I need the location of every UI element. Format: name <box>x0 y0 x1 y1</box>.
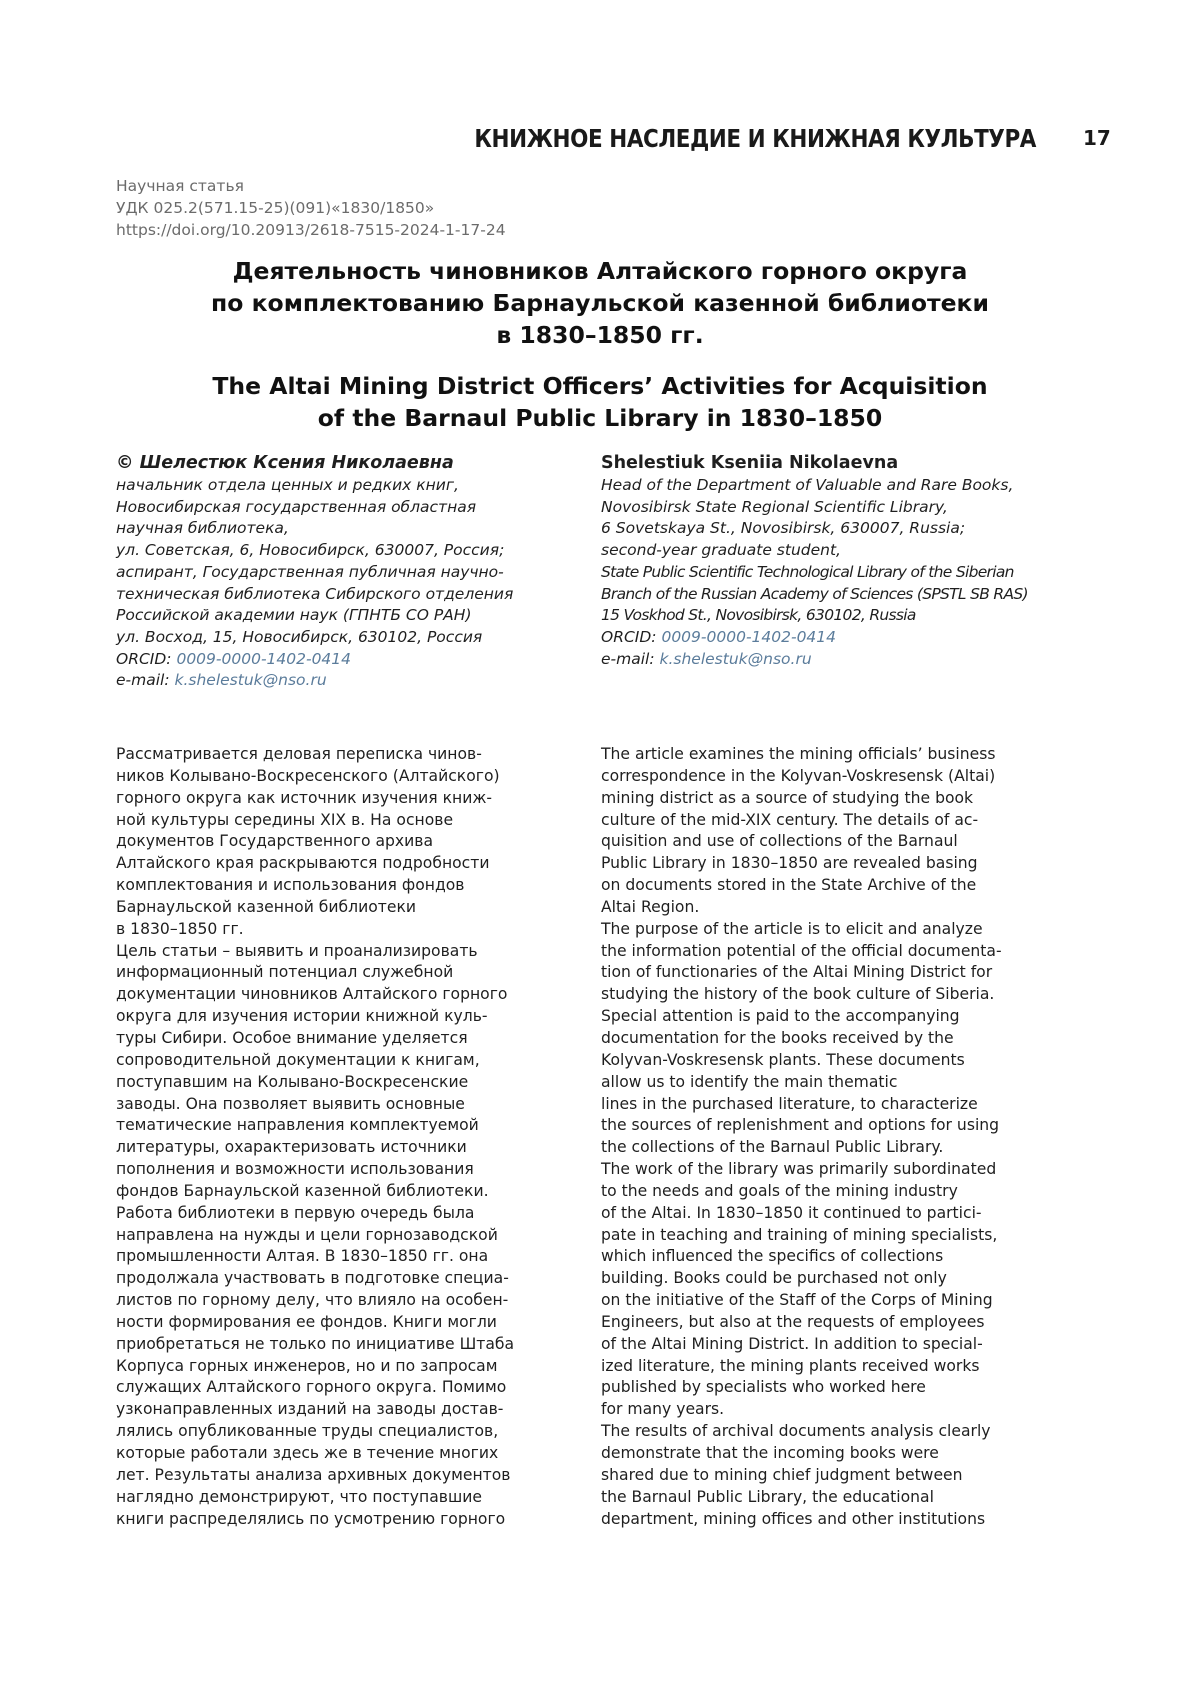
orcid-link[interactable]: 0009-0000-1402-0414 <box>176 650 351 668</box>
article-meta <box>116 175 506 241</box>
abstract-line: сопроводительной документации к книгам, <box>116 1050 556 1072</box>
abstract-line: лет. Результаты анализа архивных документов <box>116 1465 556 1487</box>
email-label: e-mail: <box>116 671 175 689</box>
abstract-line: книги распределялись по усмотрению горного <box>116 1509 556 1531</box>
abstract-line: туры Сибири. Особое внимание уделяется <box>116 1028 556 1050</box>
abstract-line: пополнения и возможности использования <box>116 1159 556 1181</box>
affiliation-line: 15 Voskhod St., Novosibirsk, 630102, Russia <box>601 605 1061 627</box>
abstract-line: в 1830–1850 гг. <box>116 919 556 941</box>
abstract-line: of the Altai Mining District. In addition to special- <box>601 1334 1046 1356</box>
affiliation-line: 6 Sovetskaya St., Novosibirsk, 630007, Russia; <box>601 518 1061 540</box>
running-head: КНИЖНОЕ НАСЛЕДИЕ И КНИЖНАЯ КУЛЬТУРА <box>145 124 1036 153</box>
abstract-line: документов Государственного архива <box>116 831 556 853</box>
affiliation-line: начальник отдела ценных и редких книг, <box>116 475 576 497</box>
udc-code: УДК 025.2(571.15-25)(091)«1830/1850» <box>116 197 506 219</box>
abstract-line: the information potential of the official documenta- <box>601 941 1046 963</box>
abstract-english <box>601 744 1046 1530</box>
abstract-line: on the initiative of the Staff of the Corps of Mining <box>601 1290 1046 1312</box>
abstract-line: correspondence in the Kolyvan-Voskresensk (Altai) <box>601 766 1046 788</box>
abstract-line: заводы. Она позволяет выявить основные <box>116 1094 556 1116</box>
abstract-line: которые работали здесь же в течение многих <box>116 1443 556 1465</box>
abstract-line: pate in teaching and training of mining specialists, <box>601 1225 1046 1247</box>
email-line <box>116 670 576 692</box>
abstract-line: culture of the mid-XIX century. The details of ac- <box>601 810 1046 832</box>
abstract-line: Kolyvan-Voskresensk plants. These documents <box>601 1050 1046 1072</box>
affiliation-line: Российской академии наук (ГПНТБ СО РАН) <box>116 605 576 627</box>
affiliation-line: научная библиотека, <box>116 518 576 540</box>
abstract-line: demonstrate that the incoming books were <box>601 1443 1046 1465</box>
email-link[interactable]: k.shelestuk@nso.ru <box>175 671 327 689</box>
abstract-line: the sources of replenishment and options for using <box>601 1115 1046 1137</box>
orcid-link[interactable]: 0009-0000-1402-0414 <box>661 628 836 646</box>
abstract-line: Алтайского края раскрываются подробности <box>116 853 556 875</box>
abstract-line: studying the history of the book culture of Siberia. <box>601 984 1046 1006</box>
abstract-line: published by specialists who worked here <box>601 1377 1046 1399</box>
email-label: e-mail: <box>601 650 660 668</box>
abstract-line: allow us to identify the main thematic <box>601 1072 1046 1094</box>
abstract-line: tion of functionaries of the Altai Mining District for <box>601 962 1046 984</box>
affiliation-line: Branch of the Russian Academy of Sciences (SPSTL SB RAS) <box>601 584 1061 606</box>
page-number: 17 <box>1083 126 1123 150</box>
abstract-line: to the needs and goals of the mining industry <box>601 1181 1046 1203</box>
abstract-line: The work of the library was primarily subordinated <box>601 1159 1046 1181</box>
abstract-line: which influenced the specifics of collections <box>601 1246 1046 1268</box>
title-line: в 1830–1850 гг. <box>0 319 1200 351</box>
abstract-line: shared due to mining chief judgment between <box>601 1465 1046 1487</box>
abstract-line: узконаправленных изданий на заводы достав- <box>116 1399 556 1421</box>
email-link[interactable]: k.shelestuk@nso.ru <box>660 650 812 668</box>
abstract-line: округа для изучения истории книжной куль- <box>116 1006 556 1028</box>
abstract-line: Special attention is paid to the accompanying <box>601 1006 1046 1028</box>
email-line <box>601 649 1061 671</box>
article-type: Научная статья <box>116 175 506 197</box>
abstract-line: lines in the purchased literature, to characterize <box>601 1094 1046 1116</box>
abstract-line: информационный потенциал служебной <box>116 962 556 984</box>
author-block-russian <box>116 452 576 692</box>
abstract-line: ников Колывано-Воскресенского (Алтайского) <box>116 766 556 788</box>
abstract-line: лялись опубликованные труды специалистов, <box>116 1421 556 1443</box>
abstract-line: документации чиновников Алтайского горного <box>116 984 556 1006</box>
abstract-line: department, mining offices and other institutions <box>601 1509 1046 1531</box>
abstract-line: The purpose of the article is to elicit and analyze <box>601 919 1046 941</box>
title-line: The Altai Mining District Officers’ Activities for Acquisition <box>0 370 1200 402</box>
abstract-line: наглядно демонстрируют, что поступавшие <box>116 1487 556 1509</box>
abstract-line: Корпуса горных инженеров, но и по запросам <box>116 1356 556 1378</box>
affiliation-line: second-year graduate student, <box>601 540 1061 562</box>
abstract-line: промышленности Алтая. В 1830–1850 гг. она <box>116 1246 556 1268</box>
abstract-line: продолжала участвовать в подготовке специа- <box>116 1268 556 1290</box>
abstract-line: mining district as a source of studying the book <box>601 788 1046 810</box>
affiliation-line: Novosibirsk State Regional Scientific Library, <box>601 497 1061 519</box>
abstract-line: Цель статьи – выявить и проанализировать <box>116 941 556 963</box>
orcid-label: ORCID: <box>601 628 661 646</box>
abstract-line: the Barnaul Public Library, the educational <box>601 1487 1046 1509</box>
abstract-line: for many years. <box>601 1399 1046 1421</box>
affiliation-line: техническая библиотека Сибирского отделения <box>116 584 576 606</box>
abstract-line: the collections of the Barnaul Public Library. <box>601 1137 1046 1159</box>
abstract-line: Engineers, but also at the requests of employees <box>601 1312 1046 1334</box>
affiliation-line: аспирант, Государственная публичная научно- <box>116 562 576 584</box>
abstract-line: тематические направления комплектуемой <box>116 1115 556 1137</box>
affiliation-line: Новосибирская государственная областная <box>116 497 576 519</box>
affiliation-line: ул. Советская, 6, Новосибирск, 630007, Россия; <box>116 540 576 562</box>
abstract-line: ной культуры середины XIX в. На основе <box>116 810 556 832</box>
abstract-line: The article examines the mining officials’ business <box>601 744 1046 766</box>
abstract-line: направлена на нужды и цели горнозаводской <box>116 1225 556 1247</box>
abstract-line: on documents stored in the State Archive of the <box>601 875 1046 897</box>
abstract-line: комплектования и использования фондов <box>116 875 556 897</box>
abstract-line: приобретаться не только по инициативе Штаба <box>116 1334 556 1356</box>
abstract-line: служащих Алтайского горного округа. Помимо <box>116 1377 556 1399</box>
abstract-line: фондов Барнаульской казенной библиотеки. <box>116 1181 556 1203</box>
orcid-label: ORCID: <box>116 650 176 668</box>
orcid-line <box>116 649 576 671</box>
abstract-line: quisition and use of collections of the Barnaul <box>601 831 1046 853</box>
abstract-line: Public Library in 1830–1850 are revealed basing <box>601 853 1046 875</box>
abstract-line: горного округа как источник изучения книж- <box>116 788 556 810</box>
title-english <box>0 370 1200 434</box>
title-line: Деятельность чиновников Алтайского горного округа <box>0 255 1200 287</box>
author-name: © Шелестюк Ксения Николаевна <box>116 452 576 474</box>
abstract-line: ности формирования ее фондов. Книги могли <box>116 1312 556 1334</box>
abstract-line: of the Altai. In 1830–1850 it continued to partici- <box>601 1203 1046 1225</box>
affiliation-line: ул. Восход, 15, Новосибирск, 630102, Россия <box>116 627 576 649</box>
abstract-line: The results of archival documents analysis clearly <box>601 1421 1046 1443</box>
abstract-russian <box>116 744 556 1530</box>
title-russian <box>0 255 1200 351</box>
abstract-line: Работа библиотеки в первую очередь была <box>116 1203 556 1225</box>
abstract-line: Рассматривается деловая переписка чинов- <box>116 744 556 766</box>
abstract-line: поступавшим на Колывано-Воскресенские <box>116 1072 556 1094</box>
author-name: Shelestiuk Kseniia Nikolaevna <box>601 452 1061 474</box>
title-line: of the Barnaul Public Library in 1830–1850 <box>0 402 1200 434</box>
affiliation-line: Head of the Department of Valuable and Rare Books, <box>601 475 1061 497</box>
doi-link[interactable]: https://doi.org/10.20913/2618-7515-2024-1-17-24 <box>116 219 506 241</box>
abstract-line: documentation for the books received by the <box>601 1028 1046 1050</box>
abstract-line: Барнаульской казенной библиотеки <box>116 897 556 919</box>
abstract-line: литературы, охарактеризовать источники <box>116 1137 556 1159</box>
abstract-line: ized literature, the mining plants received works <box>601 1356 1046 1378</box>
orcid-line <box>601 627 1061 649</box>
abstract-line: building. Books could be purchased not only <box>601 1268 1046 1290</box>
affiliation-line: State Public Scientific Technological Library of the Siberian <box>601 562 1061 584</box>
title-line: по комплектованию Барнаульской казенной библиотеки <box>0 287 1200 319</box>
author-block-english <box>601 452 1061 670</box>
abstract-line: листов по горному делу, что влияло на особен- <box>116 1290 556 1312</box>
abstract-line: Altai Region. <box>601 897 1046 919</box>
